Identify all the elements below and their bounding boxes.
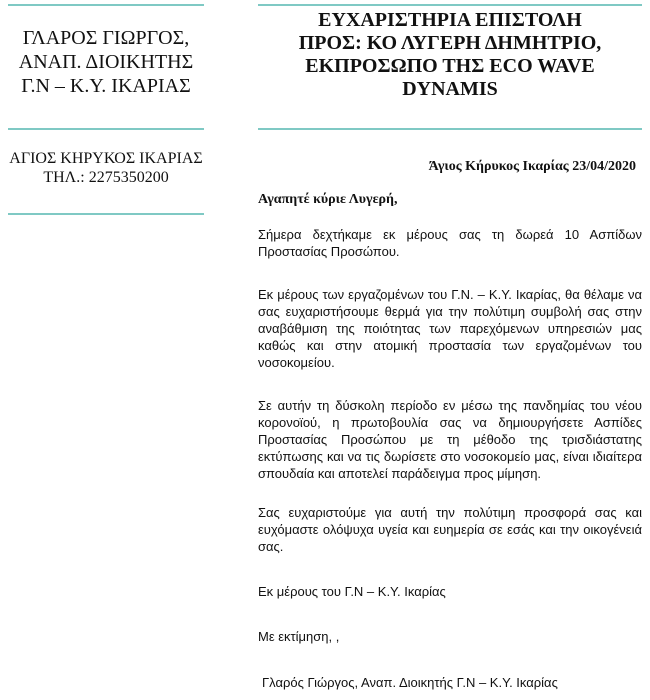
body-paragraph: Εκ μέρους των εργαζομένων του Γ.Ν. – Κ.Υ. Ικαρίας, θα θέλαμε να σας ευχαριστήσουμε θερμά για την πολύτιμη συμβολή σας στην αναβάθμιση της ποιότητας των παρεχόμενων υπηρεσιών μας καθώς και στην ατομική προστασία των εργαζομένων του νοσοκομείου. xyxy=(258,287,642,370)
title-line: ΕΚΠΡΟΣΩΠΟ ΤΗΣ ECO WAVE xyxy=(305,55,595,77)
body-paragraph: Σήμερα δεχτήκαμε εκ μέρους σας τη δωρεά 10 Ασπίδων Προστασίας Προσώπου. xyxy=(258,227,642,259)
sender-organization-line: Γ.Ν – Κ.Υ. ΙΚΑΡΙΑΣ xyxy=(21,75,191,97)
letter-title xyxy=(258,9,642,101)
sender-address: ΑΓΙΟΣ ΚΗΡΥΚΟΣ ΙΚΑΡΙΑΣ xyxy=(9,150,203,167)
sender-name-block xyxy=(8,26,204,98)
letter-date: Άγιος Κήρυκος Ικαρίας 23/04/2020 xyxy=(428,159,636,174)
sender-name-line: ΓΛΑΡΟΣ ΓΙΩΡΓΟΣ, xyxy=(22,27,190,49)
left-bottom-rule xyxy=(8,213,204,215)
closing-regards: Με εκτίμηση, , xyxy=(258,629,340,644)
signature: Γλαρός Γιώργος, Αναπ. Διοικητής Γ.Ν – Κ.Υ. Ικαρίας xyxy=(262,675,558,690)
title-bottom-rule xyxy=(258,128,642,130)
left-top-rule xyxy=(8,4,204,6)
title-line: ΠΡΟΣ: ΚΟ ΛΥΓΕΡΗ ΔΗΜΗΤΡΙΟ, xyxy=(298,32,602,54)
title-line: DYNAMIS xyxy=(402,78,498,100)
closing-on-behalf: Εκ μέρους του Γ.Ν – Κ.Υ. Ικαρίας xyxy=(258,584,446,599)
sender-title-line: ΑΝΑΠ. ΔΙΟΙΚΗΤΗΣ xyxy=(18,51,194,73)
body-paragraph: Σε αυτήν τη δύσκολη περίοδο εν μέσω της πανδημίας του νέου κορονοϊού, η πρωτοβουλία σας να δημιουργήσετε Ασπίδες Προστασίας Προσώπου με τη μέθοδο της τρισδιάστατης εκτύπωσης και να τις δωρίσετε στο νοσοκομείο μας, είναι ιδιαίτερα σπουδαία και αποτελεί παράδειγμα προς μίμηση. xyxy=(258,398,642,481)
sender-phone: ΤΗΛ.: 2275350200 xyxy=(43,169,169,186)
title-top-rule xyxy=(258,4,642,6)
body-paragraph: Σας ευχαριστούμε για αυτή την πολύτιμη προσφορά σας και ευχόμαστε ολόψυχα υγεία και ευημερία σε εσάς και την οικογένειά σας. xyxy=(258,505,642,554)
greeting: Αγαπητέ κύριε Λυγερή, xyxy=(258,192,398,207)
title-line: ΕΥΧΑΡΙΣΤΗΡΙΑ ΕΠΙΣΤΟΛΗ xyxy=(318,9,582,31)
sender-contact-block xyxy=(8,149,204,187)
left-mid-rule xyxy=(8,128,204,130)
